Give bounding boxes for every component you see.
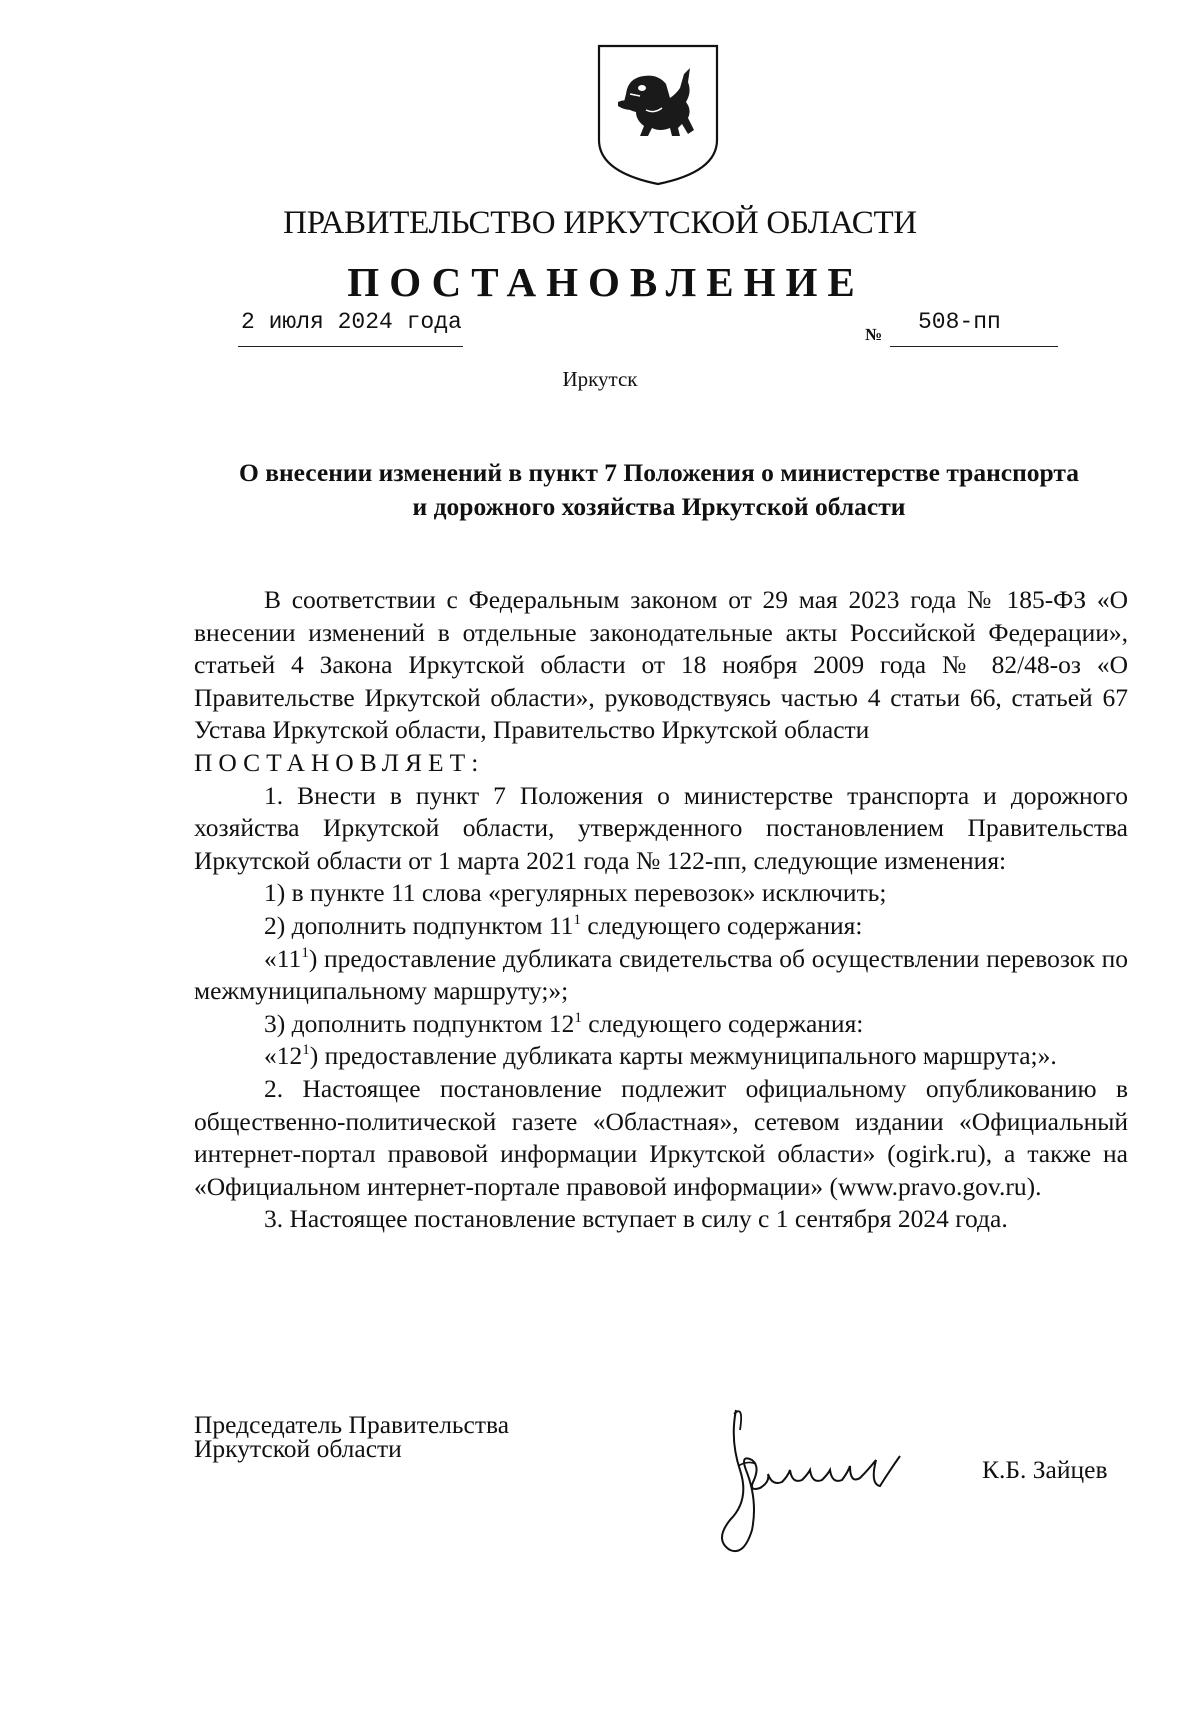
decree-subject: [190, 456, 1128, 524]
decree-body: [194, 584, 1128, 1236]
signer-position-line: Иркутской области: [194, 1434, 402, 1463]
signer-name: К.Б. Зайцев: [982, 1455, 1108, 1484]
item-1-subitem-1: 1) в пункте 11 слова «регулярных перевозок» исключить;: [264, 878, 887, 908]
city-name: Иркутск: [562, 367, 638, 391]
decree-number: 508-пп: [918, 309, 1001, 335]
item-2-paragraph: 2. Настоящее постановление подлежит официальному опубликованию в общественно-политической газете «Областная», сетевом издании «Официальный интернет-портал правовой информации Иркутской области» (ogirk.ru), а также на «Официальном интернет-портале правовой информации» (www.pravo.gov.ru).: [194, 1073, 1128, 1201]
handwritten-signature-icon: [700, 1400, 930, 1565]
coat-of-arms-icon: [596, 44, 720, 186]
item-1-paragraph: 1. Внести в пункт 7 Положения о министерстве транспорта и дорожного хозяйства Иркутской области, утвержденного постановлением Правительства Иркутской области от 1 марта 2021 года № 122-пп, следующие изменения:: [194, 780, 1128, 875]
decree-word: ПОСТАНОВЛЯЕТ:: [194, 747, 485, 777]
signer-position-line: Председатель Правительства: [194, 1410, 510, 1439]
item-1-subitem-3: 3) дополнить подпунктом $12^1$ следующего содержания:: [264, 1008, 864, 1038]
subject-line: и дорожного хозяйства Иркутской области: [412, 492, 906, 521]
preamble-paragraph: В соответствии с Федеральным законом от 29 мая 2023 года № 185-ФЗ «О внесении изменений в отдельные законодательные акты Российской Федерации», статьей 4 Закона Иркутской области от 18 ноября 2009 года № 82/48-оз «О Правительстве Иркутской области», руководствуясь частью 4 статьи 66, статьей 67 Устава Иркутской области, Правительство Иркутской области: [194, 585, 1128, 745]
date-underline: [238, 346, 463, 347]
signer-position: [194, 1410, 510, 1463]
government-title: ПРАВИТЕЛЬСТВО ИРКУТСКОЙ ОБЛАСТИ: [283, 205, 917, 241]
subject-line: О внесении изменений в пункт 7 Положения о министерстве транспорта: [238, 458, 1079, 487]
item-1-subitem-2: 2) дополнить подпунктом $11^1$ следующего содержания:: [264, 910, 863, 940]
number-sign: №: [865, 325, 883, 344]
item-1-subitem-2-quote: «$11^1$) предоставление дубликата свидетельства об осуществлении перевозок по межмуниципальному маршруту;»;: [194, 943, 1128, 1006]
decree-date: 2 июля 2024 года: [241, 309, 462, 335]
number-underline: [890, 346, 1058, 347]
document-type-heading: ПОСТАНОВЛЕНИЕ: [347, 259, 865, 305]
item-3-paragraph: 3. Настоящее постановление вступает в силу с 1 сентября 2024 года.: [264, 1204, 1008, 1234]
item-1-subitem-3-quote: «$12^1$) предоставление дубликата карты межмуниципального маршрута;».: [264, 1041, 1057, 1071]
